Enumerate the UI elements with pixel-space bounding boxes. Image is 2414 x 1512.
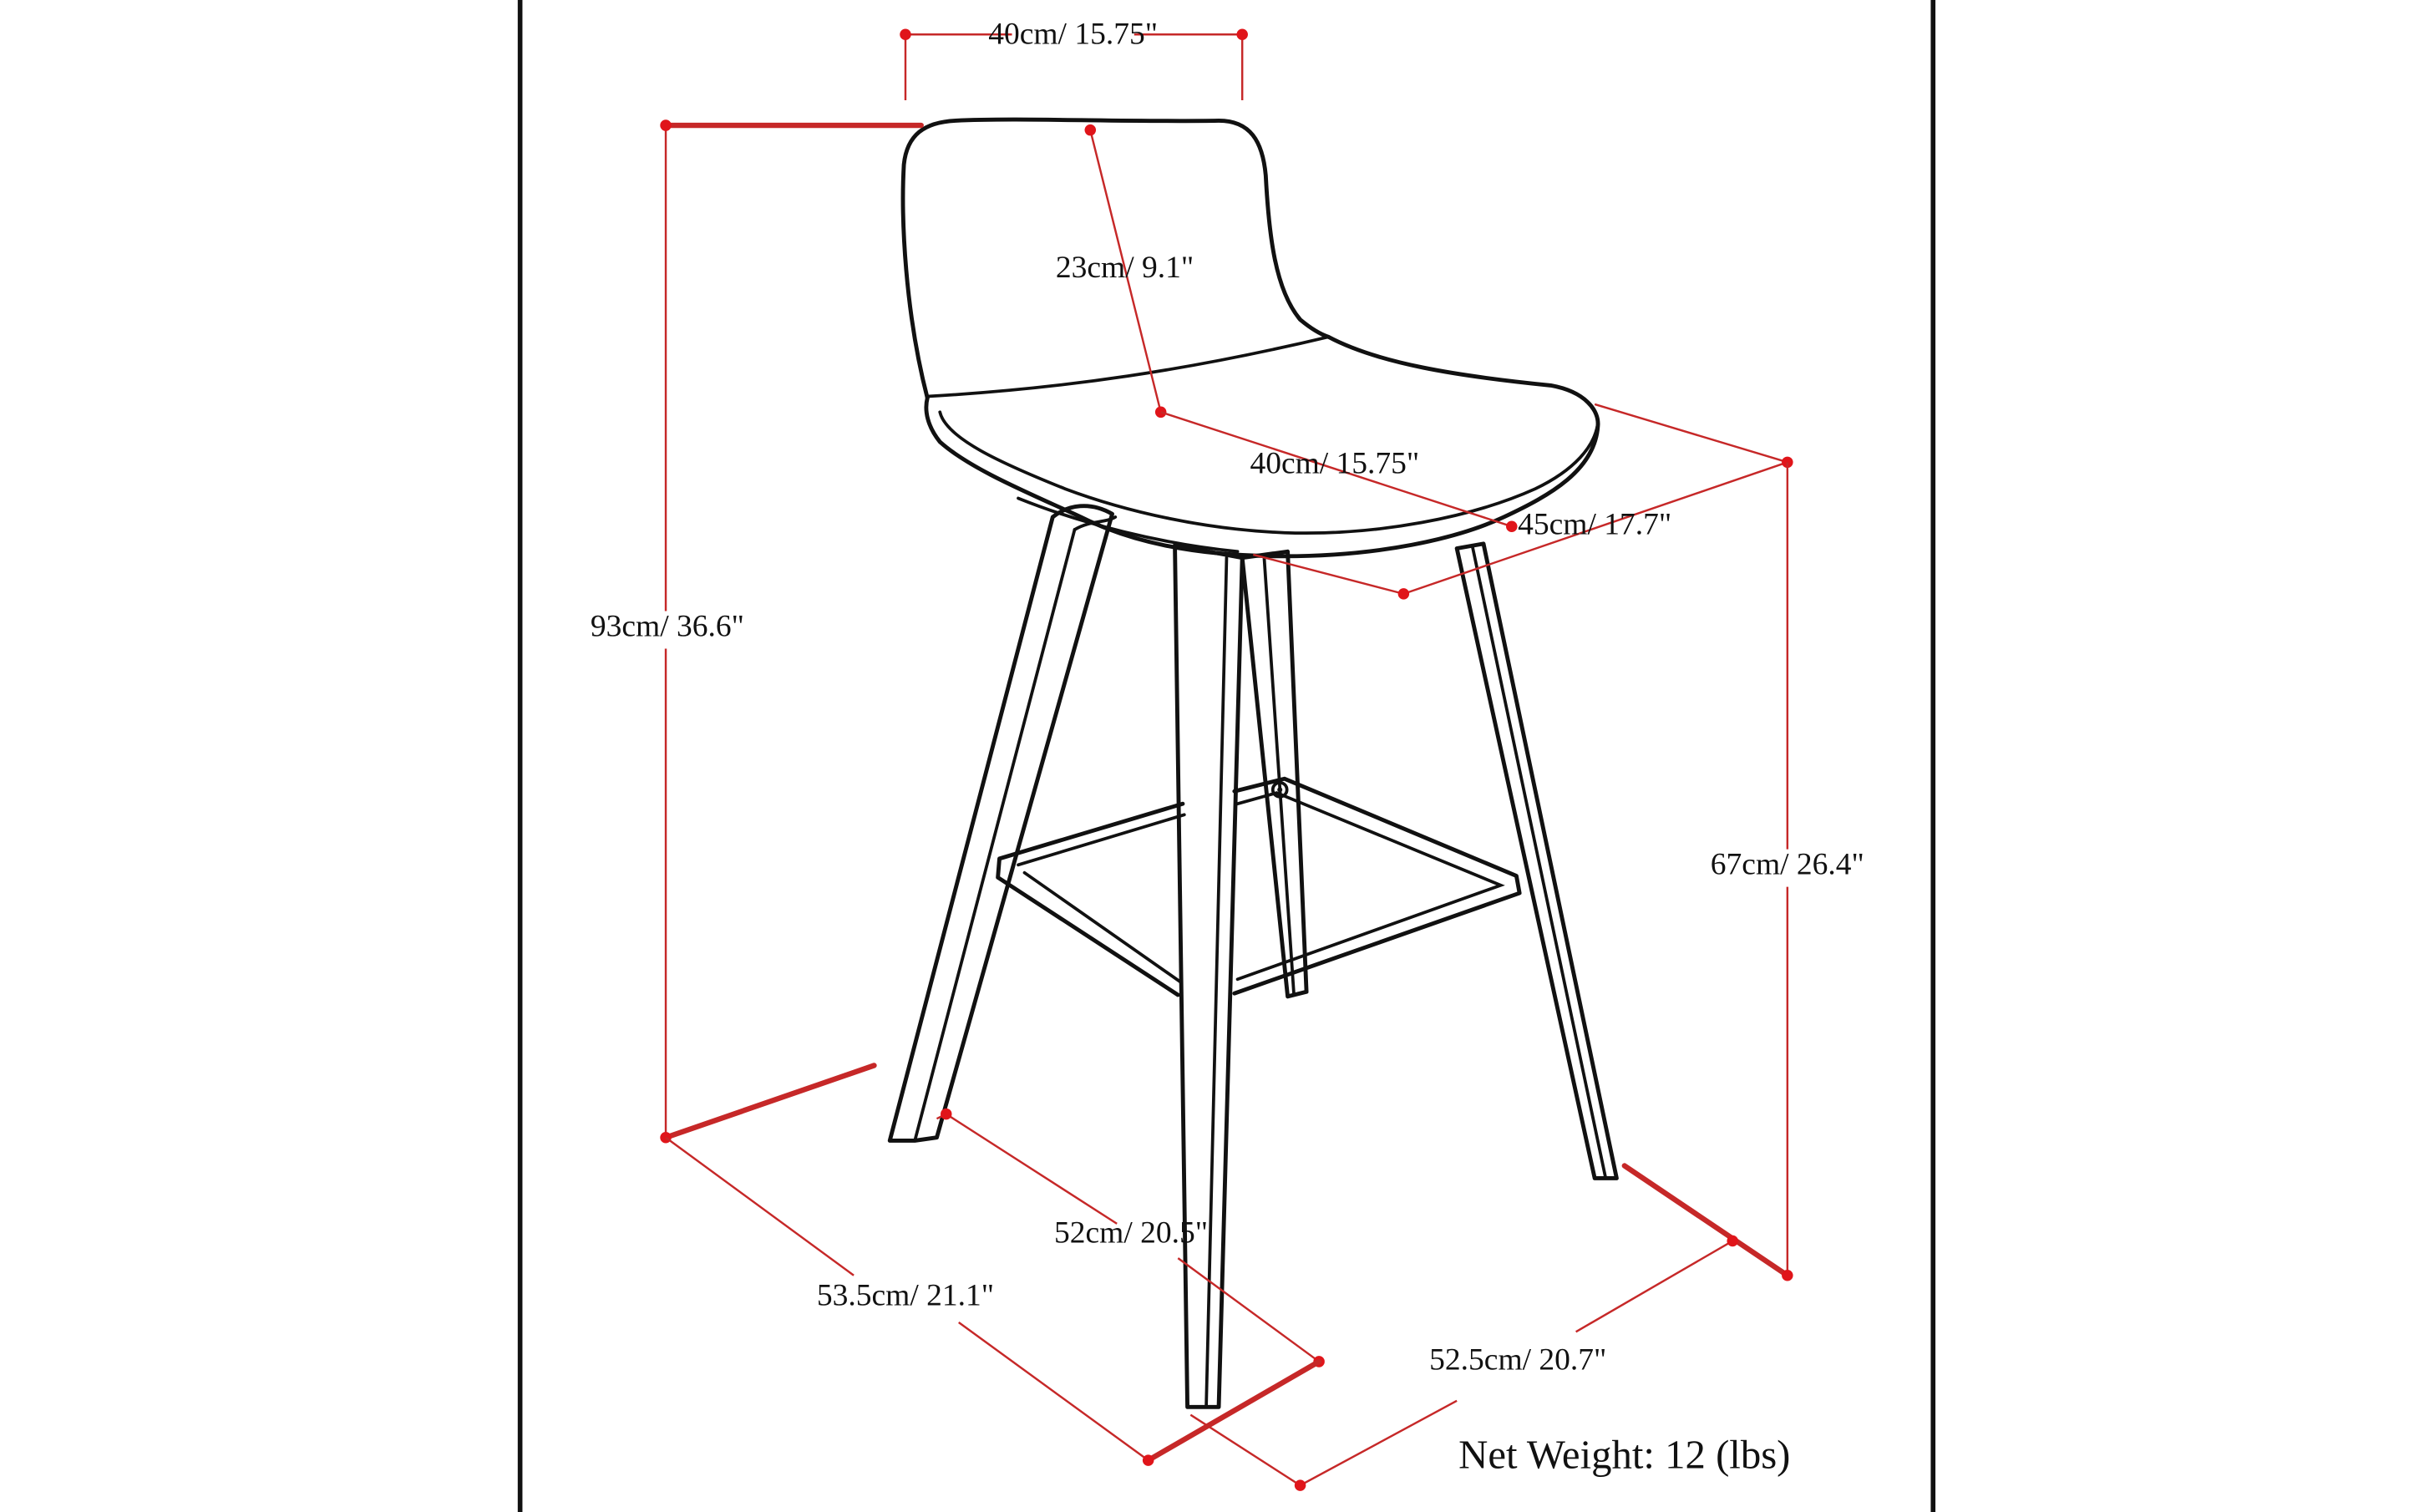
back-height-label: 23cm/ 9.1" [1055,250,1194,285]
base-right-line-left [1301,1401,1458,1485]
right-leg-face [1473,547,1605,1179]
dimension-labels [591,18,1864,1478]
base-left-leader [1149,1362,1319,1460]
base-left-dot-bottom [1143,1454,1154,1466]
inner-span-dot-top [941,1109,952,1120]
net-weight-label: Net Weight: 12 (lbs) [1458,1432,1791,1478]
seat-back-seam [927,337,1328,396]
seat-height-label: 67cm/ 26.4" [1710,847,1864,882]
base-right-label: 52.5cm/ 20.7" [1429,1342,1607,1378]
seat-depth-ext-top [1595,404,1788,462]
top-width-dot-left [900,29,911,41]
overall-height-label: 93cm/ 36.6" [590,609,744,644]
footrest-outer [998,779,1520,995]
dimension-lines [660,29,1793,1491]
left-leg-face [915,530,1074,1141]
seat-depth-label: 45cm/ 17.7" [1518,507,1672,542]
top-width-dot-right [1236,29,1248,41]
back-height-dot-top [1085,124,1097,136]
overall-height-bottom-leader [666,1065,874,1137]
base-left-label: 53.5cm/ 21.1" [816,1278,995,1313]
seat-depth-dot-left [1398,588,1410,600]
seat-height-dot-bottom [1782,1270,1793,1281]
left-leg [890,506,1112,1141]
seat-depth-ext-left [1253,555,1403,594]
inner-span-label: 52cm/ 20.5" [1054,1215,1209,1251]
base-left-line-bottom [959,1322,1149,1460]
base-right-dot-left [1295,1479,1306,1491]
seat-width-dot-right [1506,520,1518,532]
back-leg [1242,551,1306,997]
footrest-bolt-center [1277,787,1282,792]
top-width-label: 40cm/ 15.75" [988,17,1159,52]
inner-span-line-bottom [1178,1258,1319,1362]
seat-height-bottom-leader [1625,1165,1788,1275]
base-right-dot-right [1727,1235,1738,1247]
base-right-ext [1190,1415,1300,1485]
footrest-inner [1018,793,1501,982]
base-right-line-right [1576,1241,1733,1332]
overall-height-dot-top [660,119,672,131]
seat-width-label: 40cm/ 15.75" [1250,446,1420,481]
inner-span-line-top [946,1114,1117,1224]
base-left-line-top [666,1138,854,1276]
stool-drawing [890,119,1616,1407]
